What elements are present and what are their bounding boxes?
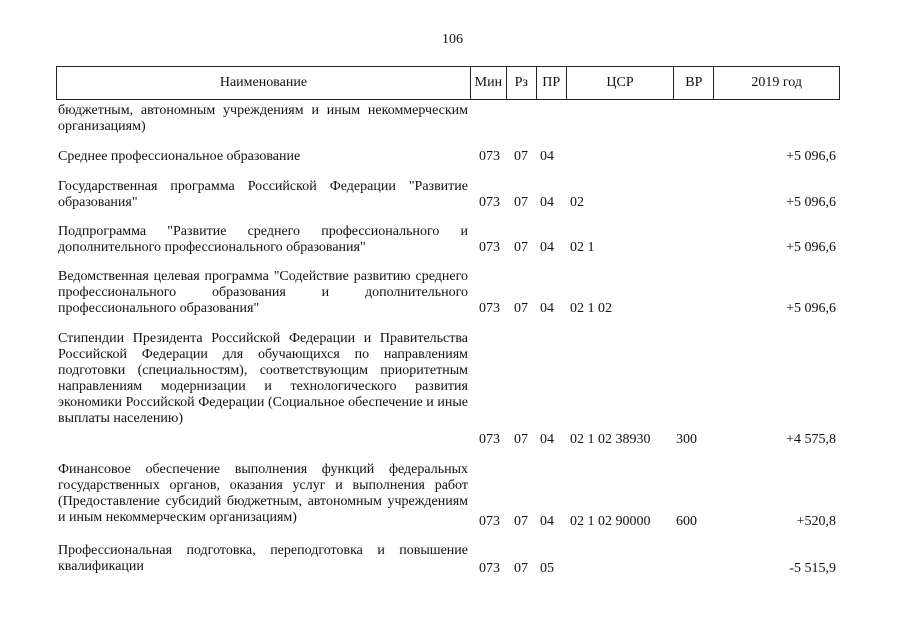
row-pr: 05 xyxy=(540,561,554,576)
row-csr: 02 1 02 38930 xyxy=(570,432,651,447)
row-min: 073 xyxy=(479,149,500,164)
row-pr: 04 xyxy=(540,195,554,210)
header-name: Наименование xyxy=(57,67,471,99)
header-rz: Рз xyxy=(507,67,537,99)
row-sum: +5 096,6 xyxy=(786,195,836,210)
row-rz: 07 xyxy=(514,301,528,316)
row-name: Государственная программа Российской Федерации "Развитие образования" xyxy=(58,179,468,210)
row-min: 073 xyxy=(479,432,500,447)
row-name: Подпрограмма "Развитие среднего профессионального и дополнительного профессионального образования" xyxy=(58,224,468,255)
row-sum: +5 096,6 xyxy=(786,149,836,164)
table-header xyxy=(56,66,840,100)
row-rz: 07 xyxy=(514,561,528,576)
row-pr: 04 xyxy=(540,240,554,255)
row-vr: 300 xyxy=(676,432,697,447)
row-sum: +5 096,6 xyxy=(786,301,836,316)
header-min: Мин xyxy=(471,67,507,99)
row-rz: 07 xyxy=(514,514,528,529)
header-year: 2019 год xyxy=(751,75,802,90)
row-rz: 07 xyxy=(514,240,528,255)
row-name: Среднее профессиональное образование xyxy=(58,149,301,164)
row-sum: +5 096,6 xyxy=(786,240,836,255)
row-pr: 04 xyxy=(540,514,554,529)
row-name: бюджетным, автономным учреждениям и иным некоммерческим организациям) xyxy=(58,103,468,134)
row-name: Стипендии Президента Российской Федерации и Правительства Российской Федерации для обучающихся по направлениям подготовки (специальностям), соответствующим приоритетным направлениям модернизации и технологического развития экономики Российской Федерации (Социальное обеспечение и иные выплаты населению) xyxy=(58,331,468,426)
row-pr: 04 xyxy=(540,301,554,316)
row-name: Ведомственная целевая программа "Содействие развитию среднего профессионального образования и дополнительного профессионального образования" xyxy=(58,269,468,316)
row-vr: 600 xyxy=(676,514,697,529)
row-sum: +520,8 xyxy=(796,514,836,529)
row-sum: +4 575,8 xyxy=(786,432,836,447)
row-csr: 02 1 02 xyxy=(570,301,612,316)
row-min: 073 xyxy=(479,240,500,255)
row-sum: -5 515,9 xyxy=(789,561,836,576)
row-csr: 02 xyxy=(570,195,584,210)
header-csr: ЦСР xyxy=(567,67,675,99)
row-name: Финансовое обеспечение выполнения функций федеральных государственных органов, оказания услуг и выполнения работ (Предоставление субсидий бюджетным, автономным учреждениям и иным некоммерческим организациям) xyxy=(58,462,468,525)
row-pr: 04 xyxy=(540,149,554,164)
row-min: 073 xyxy=(479,514,500,529)
row-rz: 07 xyxy=(514,149,528,164)
row-csr: 02 1 02 90000 xyxy=(570,514,651,529)
header-vr: ВР xyxy=(674,67,714,99)
page-number: 106 xyxy=(442,32,463,47)
header-pr: ПР xyxy=(537,67,567,99)
row-rz: 07 xyxy=(514,195,528,210)
row-min: 073 xyxy=(479,195,500,210)
row-csr: 02 1 xyxy=(570,240,595,255)
row-name: Профессиональная подготовка, переподготовка и повышение квалификации xyxy=(58,543,468,574)
row-rz: 07 xyxy=(514,432,528,447)
row-min: 073 xyxy=(479,301,500,316)
row-pr: 04 xyxy=(540,432,554,447)
row-min: 073 xyxy=(479,561,500,576)
